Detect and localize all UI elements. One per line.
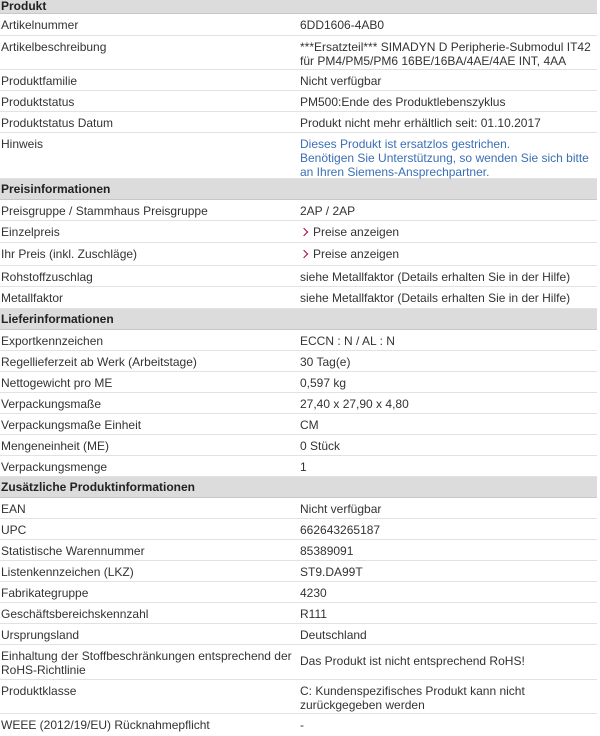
value-produktklasse [298, 680, 597, 713]
value-rohs: Das Produkt ist nicht entsprechend RoHS! [300, 654, 525, 668]
section-header-zusatzinformationen: Zusätzliche Produktinformationen [0, 477, 597, 498]
label-rohs [0, 645, 298, 679]
value-artikelbeschreibung [298, 36, 597, 69]
value-lkz: ST9.DA99T [300, 565, 363, 579]
value-artikelbeschreibung-line2: für PM4/PM5/PM6 16BE/16BA/4AE/4AE INT, 4AA [300, 54, 567, 68]
value-mengeneinheit: 0 Stück [300, 439, 341, 453]
section-header-preisinformationen: Preisinformationen [0, 179, 597, 200]
row-fabrikategruppe [0, 582, 597, 603]
row-rohs [0, 645, 597, 680]
value-fabrikategruppe: 4230 [300, 586, 327, 600]
label-gbk: Geschäftsbereichskennzahl [1, 607, 149, 621]
value-metallfaktor: siehe Metallfaktor (Details erhalten Sie in der Hilfe) [300, 291, 571, 305]
row-produktstatus [0, 91, 597, 112]
value-gbk: R111 [300, 607, 327, 621]
row-verpackungsmenge [0, 456, 597, 477]
row-ean [0, 498, 597, 519]
ihr-preis-show-prices-link[interactable] [298, 243, 597, 265]
value-ean: Nicht verfügbar [300, 502, 382, 516]
label-ean: EAN [1, 502, 26, 516]
label-produktstatus-datum: Produktstatus Datum [1, 116, 114, 130]
value-hinweis-line3: an Ihren Siemens-Ansprechpartner. [300, 165, 490, 179]
section-header-lieferinformationen: Lieferinformationen [0, 309, 597, 330]
row-exportkennzeichen [0, 330, 597, 351]
row-lkz [0, 561, 597, 582]
value-exportkennzeichen: ECCN : N / AL : N [300, 334, 395, 348]
row-produktfamilie [0, 70, 597, 91]
label-exportkennzeichen: Exportkennzeichen [1, 334, 104, 348]
value-artikelbeschreibung-line1: ***Ersatzteil*** SIMADYN D Peripherie-Submodul IT42 [300, 40, 591, 54]
label-hinweis: Hinweis [1, 137, 44, 151]
label-verpackungsmasse-einheit: Verpackungsmaße Einheit [1, 418, 142, 432]
chevron-right-icon [300, 228, 308, 236]
chevron-right-icon [300, 250, 308, 258]
value-ursprungsland: Deutschland [300, 628, 367, 642]
row-mengeneinheit [0, 435, 597, 456]
value-produktstatus-datum: Produkt nicht mehr erhältlich seit: 01.10.2017 [300, 116, 541, 130]
label-verpackungsmenge: Verpackungsmenge [1, 460, 108, 474]
row-artikelbeschreibung [0, 36, 597, 70]
label-verpackungsmasse: Verpackungsmaße [1, 397, 102, 411]
value-hinweis [298, 133, 597, 178]
value-rohstoffzuschlag: siehe Metallfaktor (Details erhalten Sie in der Hilfe) [300, 270, 571, 284]
label-rohs-line1: Einhaltung der Stoffbeschränkungen entsprechend der [1, 649, 292, 663]
value-produktklasse-line1: C: Kundenspezifisches Produkt kann nicht [300, 684, 525, 698]
value-verpackungsmasse-einheit: CM [300, 418, 319, 432]
label-produktfamilie: Produktfamilie [1, 74, 78, 88]
row-regellieferzeit [0, 351, 597, 372]
row-verpackungsmasse-einheit [0, 414, 597, 435]
label-rohstoffzuschlag: Rohstoffzuschlag [1, 270, 93, 284]
label-rohs-line2: RoHS-Richtlinie [1, 663, 86, 677]
label-produktklasse: Produktklasse [1, 684, 77, 698]
value-produktklasse-line2: zurückgegeben werden [300, 698, 425, 712]
value-preisgruppe: 2AP / 2AP [300, 204, 356, 218]
value-regellieferzeit: 30 Tag(e) [300, 355, 351, 369]
row-einzelpreis [0, 221, 597, 243]
value-weee: - [300, 718, 304, 732]
row-weee [0, 714, 597, 735]
label-fabrikategruppe: Fabrikategruppe [1, 586, 89, 600]
label-regellieferzeit: Regellieferzeit ab Werk (Arbeitstage) [1, 355, 197, 369]
row-metallfaktor [0, 287, 597, 309]
label-mengeneinheit: Mengeneinheit (ME) [1, 439, 110, 453]
value-produktstatus: PM500:Ende des Produktlebenszyklus [300, 95, 506, 109]
einzelpreis-link-text: Preise anzeigen [313, 225, 400, 239]
row-upc [0, 519, 597, 540]
row-produktstatus-datum [0, 112, 597, 133]
label-ihr-preis: Ihr Preis (inkl. Zuschläge) [1, 247, 138, 261]
value-artikelnummer: 6DD1606-4AB0 [300, 18, 385, 32]
value-verpackungsmenge: 1 [300, 460, 307, 474]
row-preisgruppe [0, 200, 597, 221]
label-warennummer: Statistische Warennummer [1, 544, 145, 558]
row-nettogewicht [0, 372, 597, 393]
label-artikelbeschreibung: Artikelbeschreibung [1, 40, 107, 54]
row-hinweis [0, 133, 597, 179]
einzelpreis-show-prices-link[interactable] [298, 221, 597, 242]
label-produktstatus: Produktstatus [1, 95, 75, 109]
row-ursprungsland [0, 624, 597, 645]
value-hinweis-line2: Benötigen Sie Unterstützung, so wenden Sie sich bitte [300, 151, 589, 165]
value-produktfamilie: Nicht verfügbar [300, 74, 382, 88]
label-artikelnummer: Artikelnummer [1, 18, 79, 32]
value-verpackungsmasse: 27,40 x 27,90 x 4,80 [300, 397, 409, 411]
row-artikelnummer [0, 14, 597, 36]
label-ursprungsland: Ursprungsland [1, 628, 80, 642]
row-verpackungsmasse [0, 393, 597, 414]
value-nettogewicht: 0,597 kg [300, 376, 347, 390]
label-einzelpreis: Einzelpreis [1, 225, 60, 239]
label-lkz: Listenkennzeichen (LKZ) [1, 565, 134, 579]
value-warennummer: 85389091 [300, 544, 354, 558]
row-rohstoffzuschlag [0, 266, 597, 287]
label-upc: UPC [1, 523, 27, 537]
row-warennummer [0, 540, 597, 561]
label-weee: WEEE (2012/19/EU) Rücknahmepflicht [1, 718, 210, 732]
row-gbk [0, 603, 597, 624]
row-produktklasse [0, 680, 597, 714]
label-nettogewicht: Nettogewicht pro ME [1, 376, 113, 390]
value-hinweis-line1: Dieses Produkt ist ersatzlos gestrichen. [300, 137, 511, 151]
section-header-produkt: Produkt [0, 0, 597, 14]
row-ihr-preis [0, 243, 597, 266]
label-metallfaktor: Metallfaktor [1, 291, 64, 305]
value-upc: 662643265187 [300, 523, 381, 537]
label-preisgruppe: Preisgruppe / Stammhaus Preisgruppe [1, 204, 208, 218]
ihr-preis-link-text: Preise anzeigen [313, 247, 400, 261]
